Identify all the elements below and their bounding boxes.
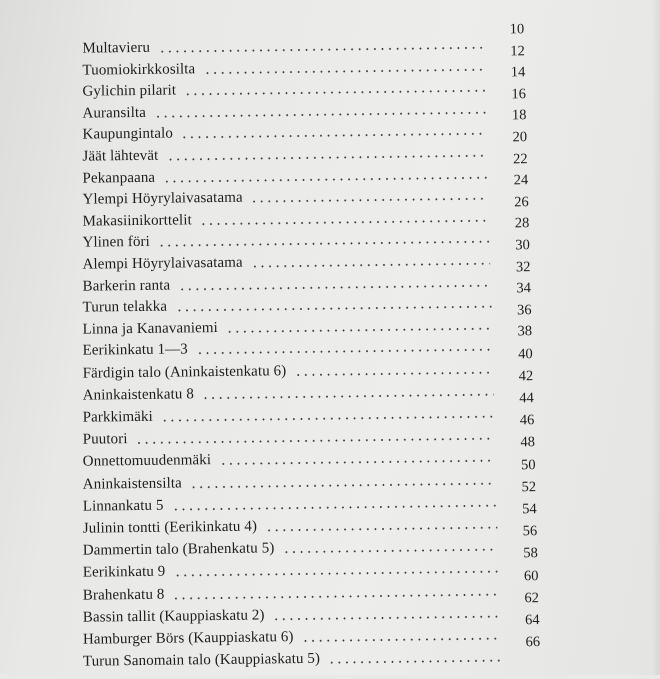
toc-entry-title: Eerikinkatu 9 <box>82 564 166 582</box>
toc-entry-page-number: 50 <box>520 456 536 473</box>
toc-entry-title: Parkkimäki <box>82 408 153 426</box>
toc-entry-page-number: 36 <box>516 301 532 319</box>
toc-entry-page-number: 62 <box>524 589 540 607</box>
toc-entry-title: Multavieru <box>82 39 151 57</box>
toc-entry-page-number: 52 <box>521 478 537 496</box>
toc-entry-page-number: 46 <box>519 412 535 429</box>
toc-entry-page-number: 24 <box>513 172 529 189</box>
toc-entry-title: Brahenkatu 8 <box>82 586 165 604</box>
toc-entry-title: Makasiinikorttelit <box>82 212 192 230</box>
toc-entry-page-number: 48 <box>520 434 536 451</box>
toc-entry-page-number: 12 <box>510 42 525 60</box>
toc-entry-page-number: 22 <box>513 150 528 167</box>
toc-entry-page-number: 18 <box>511 107 527 124</box>
toc-entry-title: Pekanpaana <box>82 169 156 187</box>
toc-entry-title: Tuomiokirkkosilta <box>82 60 196 79</box>
toc-entry-page-number: 20 <box>512 129 528 146</box>
toc-entry-page-number: 30 <box>515 237 530 254</box>
toc-entry-page-number: 66 <box>525 634 541 651</box>
toc-entry-title: Ylinen föri <box>82 234 150 252</box>
toc-entry-page-number: 58 <box>523 545 538 562</box>
toc-entry-page-number: 34 <box>516 280 532 297</box>
toc-entry-title: Aninkaistensilta <box>82 475 182 493</box>
toc-entry-page-number: 32 <box>515 258 531 275</box>
toc-entry-title: Julinin tontti (Eerikinkatu 4) <box>82 518 258 537</box>
toc-entry-title: Gylichin pilarit <box>82 82 177 100</box>
toc-entry-title: Alempi Höyrylaivasatama <box>82 254 243 273</box>
toc-entry-page-number: 56 <box>522 523 538 540</box>
toc-entry-page-number: 40 <box>518 345 533 362</box>
toc-entry-title: Onnettomuudenmäki <box>82 452 212 471</box>
toc-entry-title: Eerikinkatu 1—3 <box>82 341 188 360</box>
toc-entry-title: Linnankatu 5 <box>82 497 164 515</box>
toc-entry-title: Färdigin talo (Aninkaistenkatu 6) <box>82 362 287 382</box>
toc-entry-title: Turun telakka <box>82 298 168 316</box>
toc-entry-page-number: 42 <box>518 367 534 385</box>
toc-entry-page-number: 14 <box>510 64 526 81</box>
toc-entry-page-number: 44 <box>519 390 534 407</box>
toc-entry-title: Bassin tallit (Kauppiaskatu 2) <box>82 607 265 626</box>
toc-leader-dots <box>302 637 500 643</box>
toc-entry-title: Hamburger Börs (Kauppiaskatu 6) <box>82 629 294 648</box>
toc-entry-title: Jäät lähtevät <box>82 147 159 165</box>
toc-leader-dots <box>294 370 493 376</box>
toc-entry-title: Kaupungintalo <box>82 125 174 144</box>
toc-entry-page-number: 54 <box>522 501 537 518</box>
toc-entry-title: Barkerin ranta <box>82 277 171 295</box>
toc-leader-dots <box>328 659 500 665</box>
toc-entry-title: Aninkaistenkatu 8 <box>82 386 195 404</box>
toc-entry-title: Ylempi Höyrylaivasatama <box>82 189 243 208</box>
toc-entry-title: Turun Sanomain talo (Kauppiaskatu 5) <box>82 650 321 670</box>
toc-entry-page-number: 26 <box>514 193 529 211</box>
toc-entry-title: Puutori <box>82 431 128 448</box>
toc-entry-page-number: 60 <box>523 567 539 584</box>
toc-entry-title: Dammertin talo (Brahenkatu 5) <box>82 540 275 559</box>
toc-entry-page-number: 16 <box>511 86 527 103</box>
toc-entry-page-number: 38 <box>517 323 533 340</box>
toc-entry-page-number: 28 <box>514 215 530 232</box>
toc-entry-page-number: 10 <box>509 21 525 38</box>
toc-entry-title: Linna ja Kanavaniemi <box>82 319 218 338</box>
toc-entry-title: Auransilta <box>82 104 147 122</box>
toc-entry-page-number: 64 <box>524 612 540 629</box>
